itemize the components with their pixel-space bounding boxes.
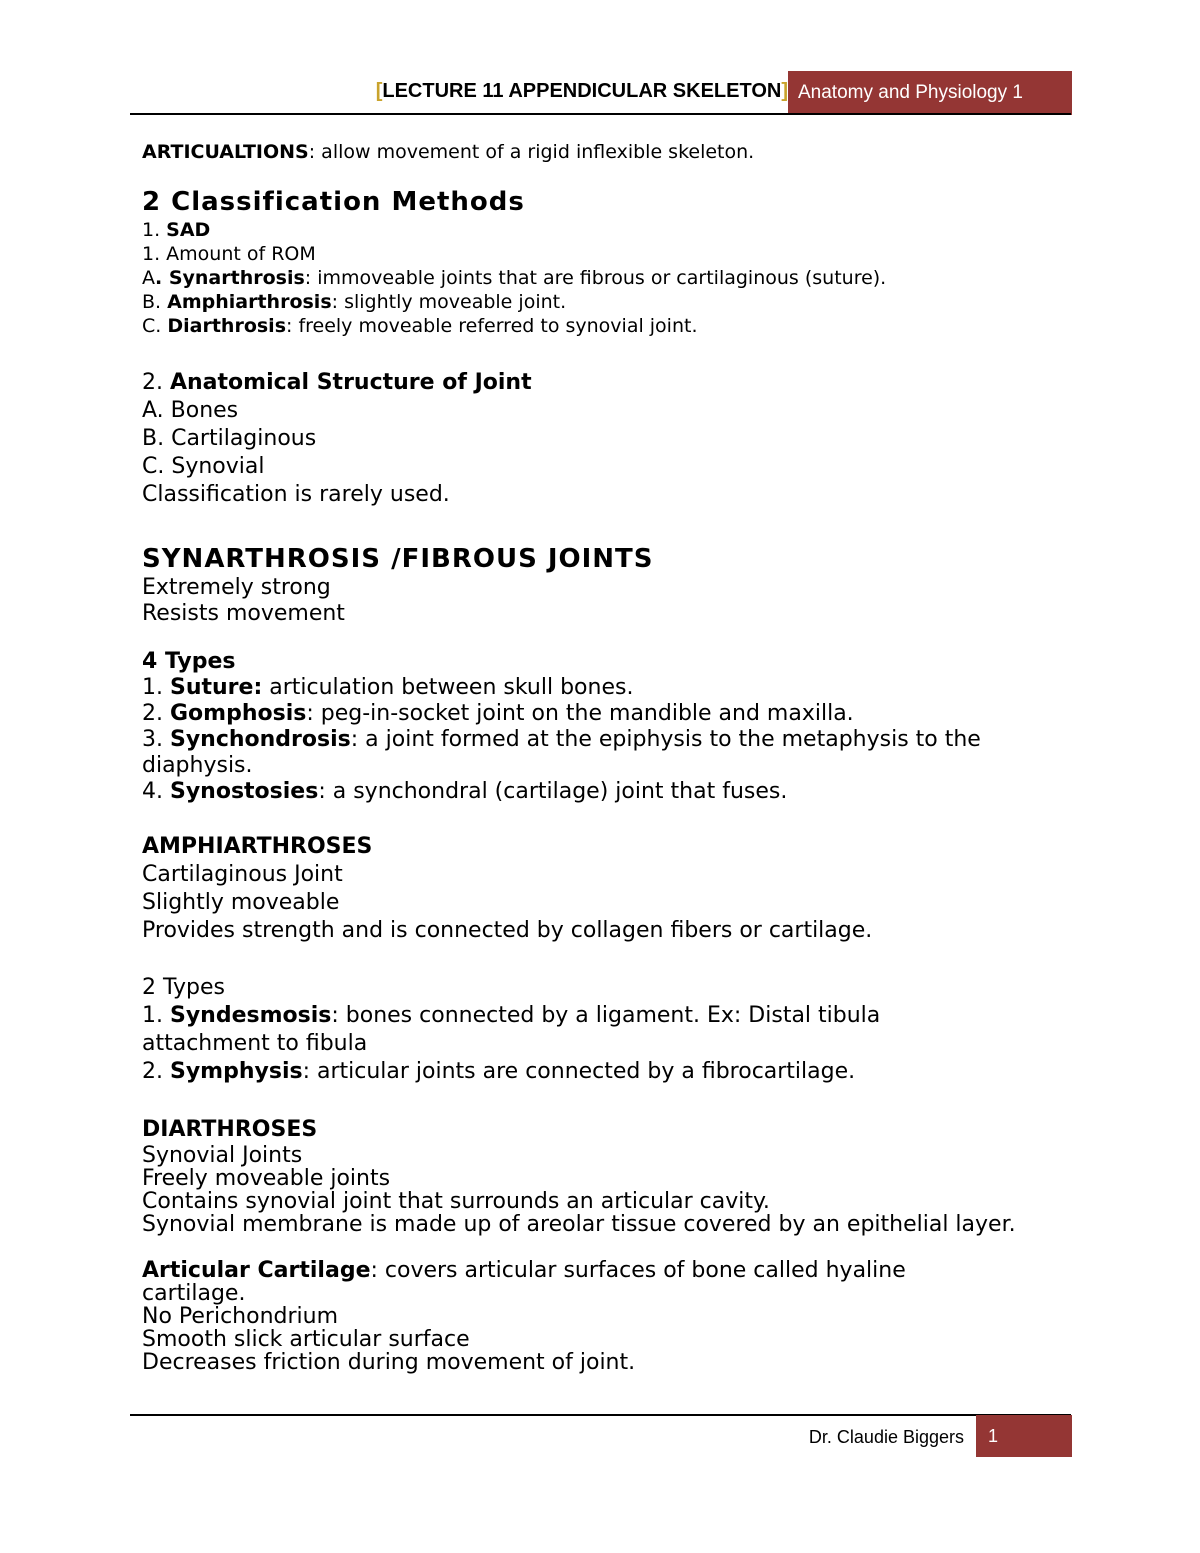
amphiarthroses-line: Provides strength and is connected by collagen fibers or cartilage.: [142, 918, 873, 943]
bracket-open: [: [375, 80, 383, 102]
item-text: : slightly moveable joint.: [331, 291, 567, 313]
amphiarthroses-type: [142, 1002, 962, 1058]
classification-item: [142, 314, 1062, 338]
cartilage-term: Articular Cartilage: [142, 1258, 371, 1283]
synarthrosis-line: Extremely strong: [142, 575, 331, 600]
classification-line-2: 1. Amount of ROM: [142, 243, 316, 265]
type-term: Gomphosis: [169, 701, 307, 726]
item-term: Amphiarthrosis: [167, 291, 332, 313]
type-num: 2.: [142, 701, 170, 726]
course-badge: Anatomy and Physiology 1: [788, 71, 1072, 115]
bracket-close: ]: [781, 80, 788, 102]
synarthrosis-types-heading: [142, 649, 1062, 675]
line-num: 1.: [142, 219, 167, 241]
type-text: : a joint formed at the epiphysis to the metaphysis to the diaphysis.: [142, 727, 981, 778]
classification-item: [142, 266, 1062, 290]
type-num: 4.: [142, 779, 170, 804]
diarthroses-line: Synovial Joints: [142, 1143, 303, 1168]
type-text: : articular joints are connected by a fibrocartilage.: [302, 1059, 856, 1084]
cartilage-text: : covers articular surfaces of bone called hyaline cartilage.: [142, 1258, 906, 1306]
amphiarthroses-line: Slightly moveable: [142, 890, 340, 915]
page-content: [142, 140, 1062, 1374]
item-prefix: B.: [142, 291, 168, 313]
cartilage-line: Decreases friction during movement of joint.: [142, 1350, 636, 1375]
cartilage-line: Smooth slick articular surface: [142, 1327, 470, 1352]
amphiarthroses-types-heading: 2 Types: [142, 975, 225, 1000]
type-term: Synostosies: [169, 779, 319, 804]
type-num: 1.: [142, 1003, 170, 1028]
heading-text: DIARTHROSES: [142, 1117, 318, 1142]
page-number: 1: [976, 1415, 1072, 1457]
synarthrosis-type: [142, 727, 1062, 779]
synarthrosis-heading: SYNARTHROSIS /FIBROUS JOINTS: [142, 544, 654, 574]
synarthrosis-type: [142, 675, 1062, 701]
footer-divider: [130, 1414, 1071, 1416]
intro-text: : allow movement of a rigid inflexible skeleton.: [308, 141, 755, 163]
synarthrosis-type: [142, 779, 1062, 805]
item-text: : immoveable joints that are fibrous or cartilaginous (suture).: [304, 267, 887, 289]
document-title: [376, 80, 788, 103]
anatomical-item: B. Cartilaginous: [142, 426, 317, 451]
cartilage-line: No Perichondrium: [142, 1304, 339, 1329]
type-term: Syndesmosis: [169, 1003, 332, 1028]
anatomical-item: C. Synovial: [142, 454, 265, 479]
amphiarthroses-line: Cartilaginous Joint: [142, 862, 343, 887]
header-divider: [130, 113, 1071, 115]
articular-cartilage: [142, 1259, 982, 1305]
classification-item: [142, 290, 1062, 314]
type-term: Suture:: [169, 675, 263, 700]
classification-heading: 2 Classification Methods: [142, 187, 525, 217]
lecture-title: LECTURE 11 APPENDICULAR SKELETON: [382, 80, 782, 102]
footer-author: Dr. Claudie Biggers: [808, 1427, 964, 1447]
item-text: : freely moveable referred to synovial joint.: [286, 315, 698, 337]
heading-num: 2.: [142, 370, 170, 395]
diarthroses-heading: [142, 1116, 1062, 1144]
anatomical-note: Classification is rarely used.: [142, 482, 450, 507]
classification-line-1: [142, 218, 1062, 242]
item-term: Diarthrosis: [167, 315, 286, 337]
type-term: Synchondrosis: [169, 727, 351, 752]
anatomical-heading: [142, 369, 1062, 397]
type-text: : peg-in-socket joint on the mandible and maxilla.: [306, 701, 854, 726]
types-heading-text: 4 Types: [142, 649, 236, 674]
amphiarthroses-type: [142, 1058, 1062, 1086]
intro-line: [142, 140, 1062, 164]
diarthroses-line: Contains synovial joint that surrounds an articular cavity.: [142, 1189, 770, 1214]
type-num: 1.: [142, 675, 170, 700]
synarthrosis-line: Resists movement: [142, 601, 345, 626]
item-prefix: C.: [142, 315, 168, 337]
type-term: Symphysis: [169, 1059, 303, 1084]
diarthroses-line: Freely moveable joints: [142, 1166, 391, 1191]
heading-text: AMPHIARTHROSES: [142, 834, 373, 859]
type-text: : a synchondral (cartilage) joint that fuses.: [318, 779, 788, 804]
item-prefix: A: [142, 267, 155, 289]
anatomical-item: A. Bones: [142, 398, 239, 423]
type-num: 3.: [142, 727, 170, 752]
type-text: : bones connected by a ligament. Ex: Distal tibula attachment to fibula: [142, 1003, 881, 1056]
synarthrosis-type: [142, 701, 1062, 727]
diarthroses-line: Synovial membrane is made up of areolar tissue covered by an epithelial layer.: [142, 1212, 1016, 1237]
type-text: articulation between skull bones.: [262, 675, 634, 700]
amphiarthroses-heading: [142, 833, 1062, 861]
type-num: 2.: [142, 1059, 170, 1084]
intro-term: ARTICUALTIONS: [142, 141, 309, 163]
sad-label: SAD: [166, 219, 211, 241]
item-term: . Synarthrosis: [155, 267, 305, 289]
heading-text: Anatomical Structure of Joint: [169, 370, 532, 395]
